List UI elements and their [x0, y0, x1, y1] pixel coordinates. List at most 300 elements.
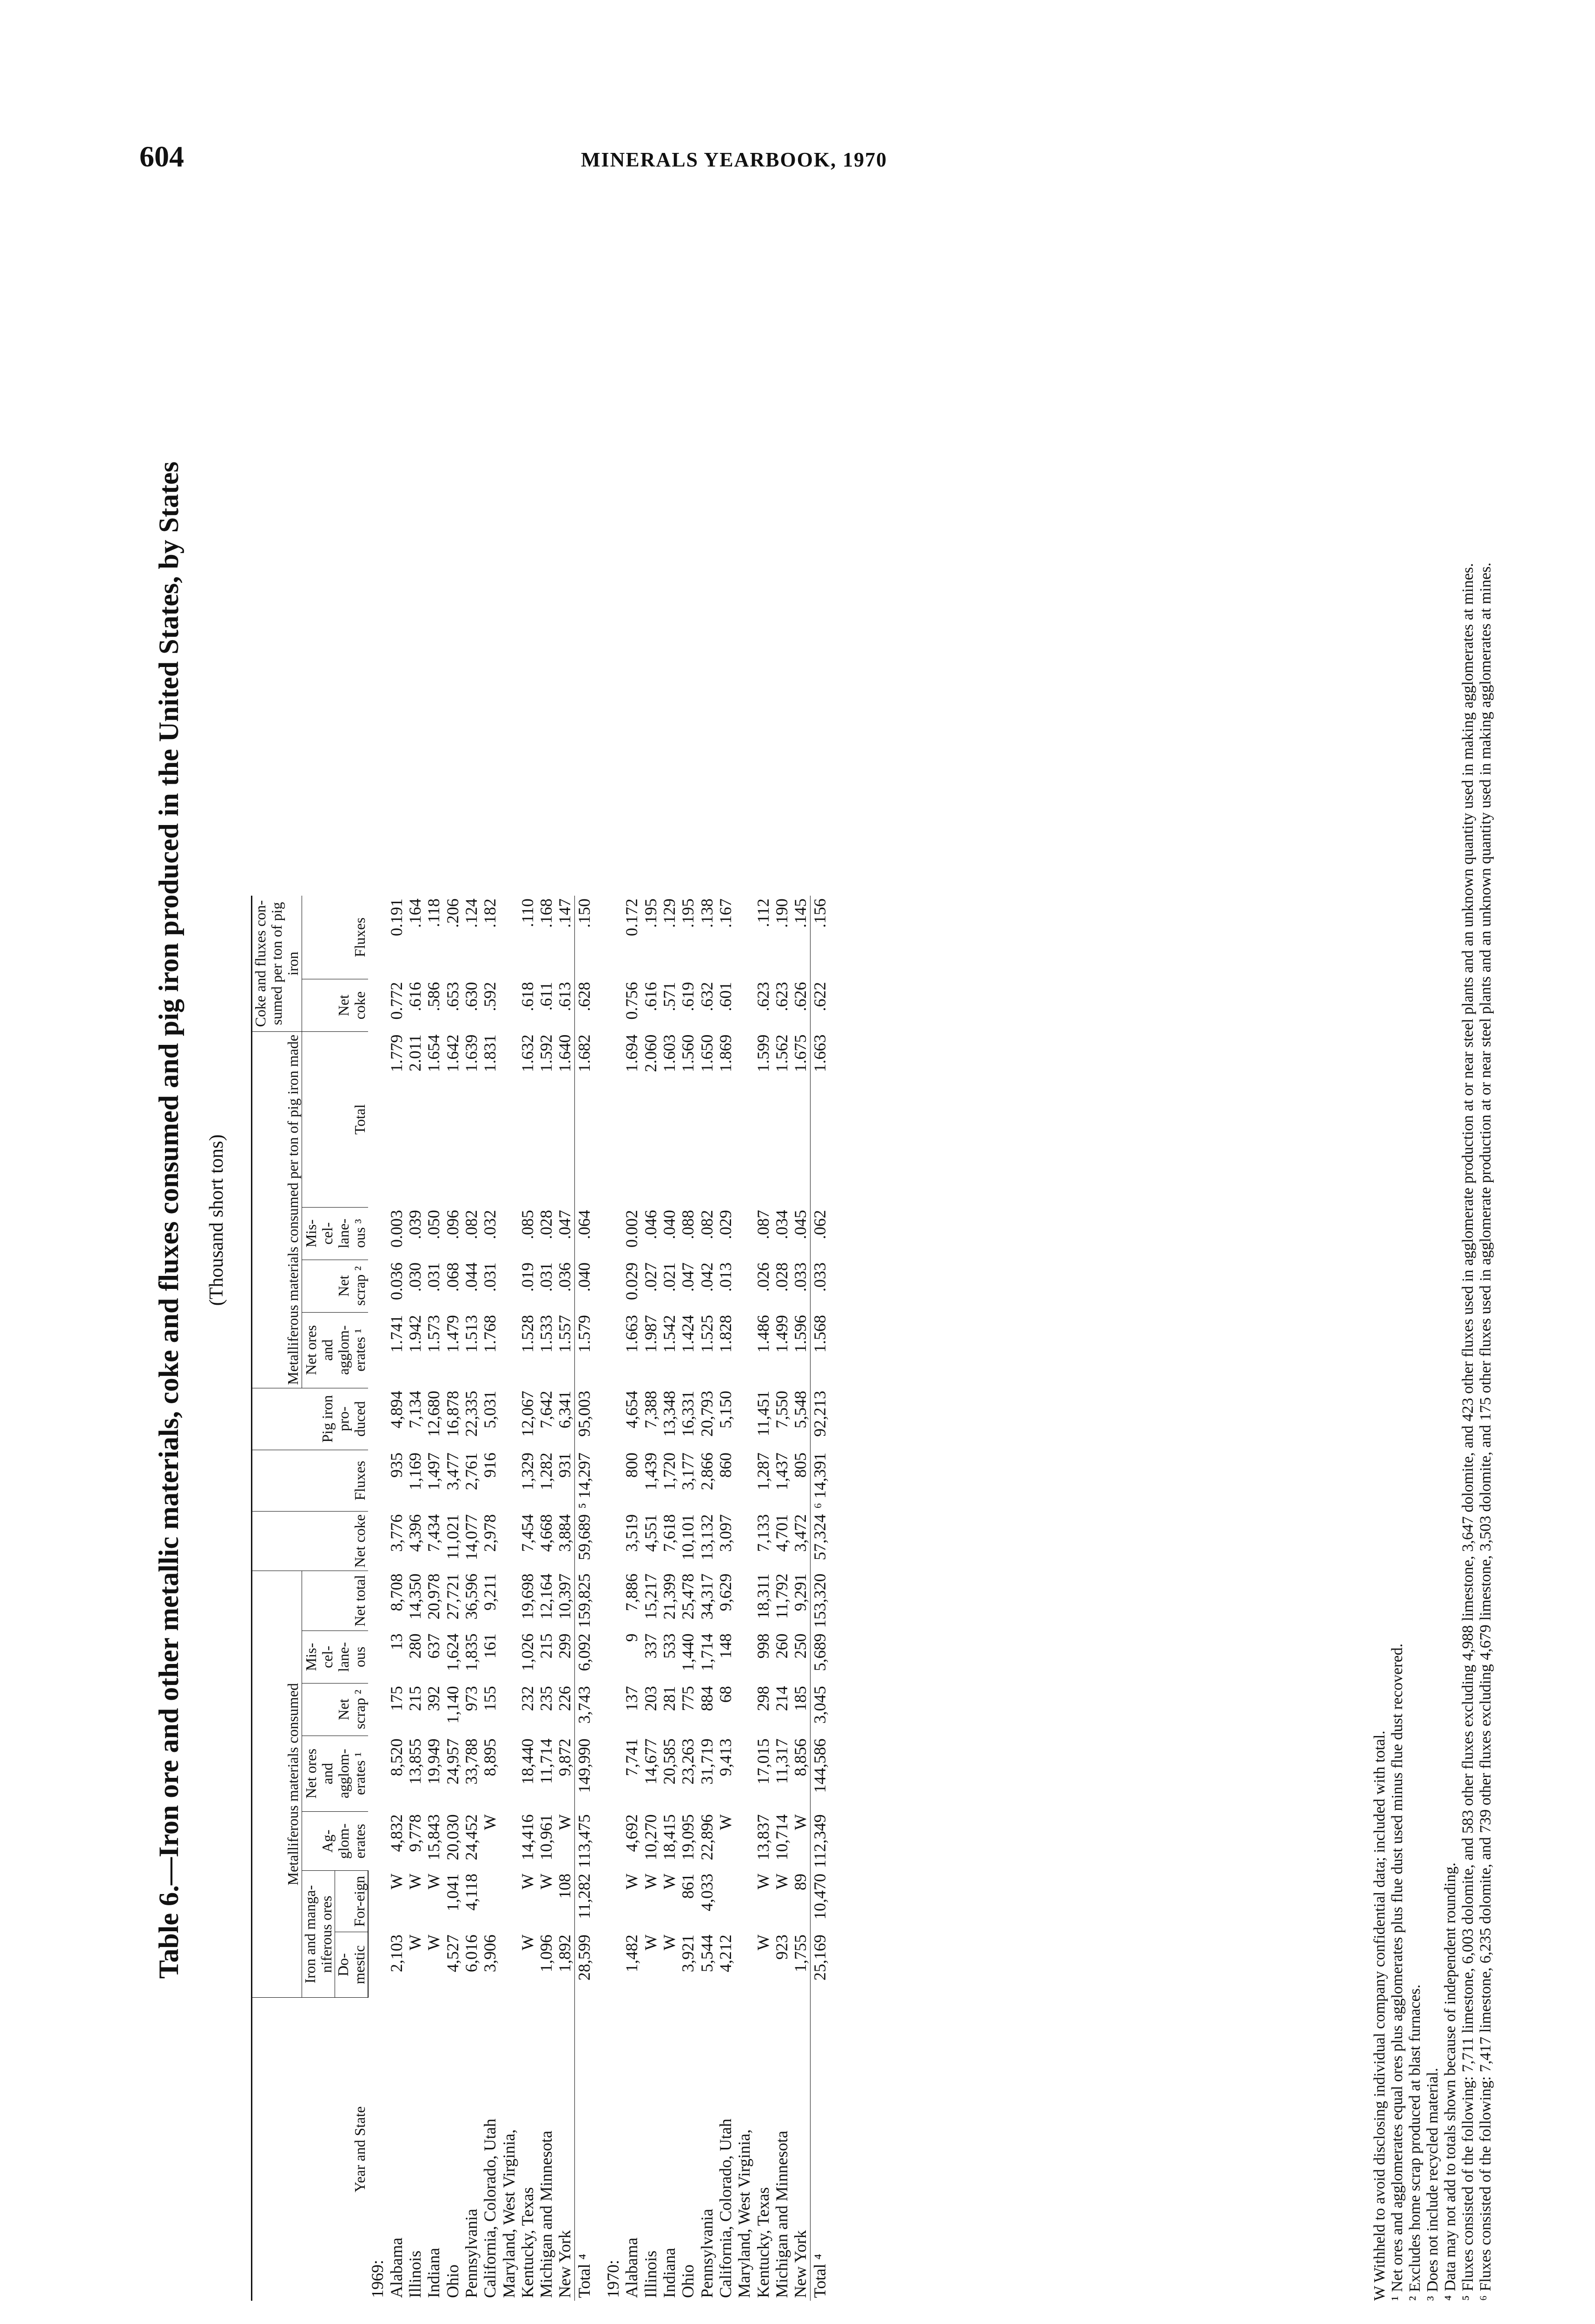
- state-cell: Maryland, West Virginia,: [499, 2129, 518, 2298]
- value-cell: .164: [405, 898, 424, 928]
- value-cell: 1.694: [622, 1034, 641, 1072]
- value-cell: .118: [424, 898, 443, 927]
- value-cell: 7,886: [622, 1573, 641, 1611]
- value-cell: 1,835: [461, 1633, 481, 1671]
- value-cell: 298: [753, 1686, 772, 1711]
- value-cell: .047: [555, 1210, 574, 1240]
- table-subcaption: (Thousand short tons): [206, 1134, 227, 1306]
- value-cell: 34,317: [697, 1573, 716, 1620]
- value-cell: 10,961: [537, 1814, 556, 1861]
- value-cell: 5,548: [791, 1391, 810, 1429]
- value-cell: 1.568: [810, 1312, 829, 1388]
- value-cell: 3,177: [679, 1452, 698, 1491]
- value-cell: 1,720: [660, 1452, 679, 1491]
- value-cell: 860: [716, 1452, 735, 1478]
- value-cell: .082: [697, 1210, 716, 1240]
- value-cell: 4,396: [405, 1514, 424, 1552]
- value-cell: 1.557: [555, 1315, 574, 1353]
- value-cell: .036: [555, 1262, 574, 1292]
- value-cell: 153,320: [810, 1571, 829, 1631]
- value-cell: 1.741: [387, 1315, 406, 1353]
- footnote: ⁶ Fluxes consisted of the following: 7,417 limestone, 6,235 dolomite, and 739 other fluxes excluding 4,679 limestone, 3,503 dolomite, and 175 other fluxes used in agglomerate production at or near steel plants and an unknown quantity used in making agglomerates at mines.: [1477, 562, 1495, 2301]
- value-cell: 4,551: [641, 1514, 660, 1552]
- state-cell: Indiana: [660, 2248, 679, 2298]
- header-per-ton-group: Metalliferous materials consumed per ton of pig iron made: [252, 1032, 302, 1388]
- value-cell: 10,397: [555, 1573, 574, 1620]
- value-cell: .085: [518, 1210, 537, 1240]
- value-cell: 14,416: [518, 1814, 537, 1861]
- value-cell: 1.560: [679, 1034, 698, 1072]
- value-cell: 18,440: [518, 1738, 537, 1785]
- value-cell: 15,843: [424, 1814, 443, 1861]
- value-cell: 3,477: [443, 1452, 462, 1491]
- value-cell: 4,894: [387, 1391, 406, 1429]
- table-row: [698, 896, 716, 2301]
- footnotes: [1371, 139, 1495, 2301]
- value-cell: 0.029: [622, 1262, 641, 1301]
- value-cell: 1.831: [481, 1034, 500, 1072]
- value-cell: 931: [555, 1452, 574, 1478]
- value-cell: .096: [443, 1210, 462, 1240]
- value-cell: 3,097: [716, 1514, 735, 1552]
- value-cell: 973: [461, 1686, 481, 1711]
- value-cell: 1.533: [537, 1315, 556, 1353]
- value-cell: [500, 1260, 518, 1312]
- value-cell: 4,701: [772, 1514, 791, 1552]
- value-cell: .112: [753, 898, 772, 927]
- header-net-ores: Net ores and agglom-erates ¹: [302, 1736, 368, 1811]
- value-cell: .145: [791, 898, 810, 928]
- value-cell: 9,413: [716, 1738, 735, 1776]
- value-cell: 392: [424, 1686, 443, 1711]
- value-cell: [500, 1631, 518, 1683]
- header-ck-net-coke: Net coke: [302, 979, 368, 1032]
- year-label-1969: 1969:: [368, 2259, 387, 2298]
- value-cell: 214: [772, 1686, 791, 1711]
- value-cell: 89: [791, 1874, 810, 1890]
- value-cell: 260: [772, 1633, 791, 1659]
- value-cell: 144,586: [810, 1736, 829, 1811]
- value-cell: .611: [537, 982, 556, 1011]
- value-cell: 1,041: [443, 1874, 462, 1911]
- value-cell: 7,388: [641, 1391, 660, 1429]
- value-cell: .150: [574, 896, 593, 979]
- state-cell: Ohio: [443, 2265, 462, 2298]
- value-cell: .138: [697, 898, 716, 928]
- value-cell: 9,629: [716, 1573, 735, 1611]
- value-cell: 1.642: [443, 1034, 462, 1072]
- value-cell: 1.768: [481, 1315, 500, 1353]
- value-cell: 0.756: [622, 982, 641, 1020]
- value-cell: 1.640: [555, 1034, 574, 1072]
- value-cell: 25,169: [810, 1932, 829, 1998]
- value-cell: 20,585: [660, 1738, 679, 1785]
- value-cell: 1,497: [424, 1452, 443, 1491]
- value-cell: 7,133: [753, 1514, 772, 1552]
- value-cell: .622: [810, 979, 829, 1032]
- value-cell: .031: [537, 1262, 556, 1292]
- value-cell: 14,677: [641, 1738, 660, 1785]
- value-cell: [735, 1683, 753, 1736]
- value-cell: 1.650: [697, 1034, 716, 1072]
- value-cell: 112,349: [810, 1811, 829, 1871]
- value-cell: 57,324: [810, 1512, 829, 1571]
- value-cell: .630: [461, 982, 481, 1011]
- table-row: [660, 896, 679, 2301]
- value-cell: .021: [660, 1262, 679, 1292]
- value-cell: 12,067: [518, 1391, 537, 1437]
- value-cell: 215: [537, 1633, 556, 1659]
- value-cell: 1.639: [461, 1034, 481, 1072]
- value-cell: W: [660, 1874, 679, 1889]
- value-cell: .040: [660, 1210, 679, 1240]
- state-cell: Kentucky, Texas: [518, 2187, 537, 2298]
- value-cell: .632: [697, 982, 716, 1011]
- value-cell: 935: [387, 1452, 406, 1478]
- value-cell: [500, 1032, 518, 1208]
- value-cell: [500, 896, 518, 979]
- value-cell: .613: [555, 982, 574, 1011]
- value-cell: .028: [537, 1210, 556, 1240]
- value-cell: 11,792: [772, 1573, 791, 1619]
- value-cell: 11,451: [753, 1391, 772, 1436]
- state-cell: Illinois: [405, 2250, 424, 2298]
- value-cell: .616: [641, 982, 660, 1011]
- value-cell: .082: [461, 1210, 481, 1240]
- value-cell: 20,030: [443, 1814, 462, 1861]
- value-cell: 17,015: [753, 1738, 772, 1785]
- value-cell: 113,475: [574, 1811, 593, 1871]
- value-cell: .062: [810, 1207, 829, 1260]
- table-row: [679, 896, 697, 2301]
- value-cell: W: [791, 1814, 810, 1830]
- value-cell: 4,654: [622, 1391, 641, 1429]
- value-cell: 7,134: [405, 1391, 424, 1429]
- value-cell: 3,045: [810, 1683, 829, 1736]
- value-cell: 923: [772, 1934, 791, 1960]
- value-cell: W: [555, 1814, 574, 1830]
- value-cell: W: [622, 1874, 641, 1889]
- value-cell: 775: [679, 1686, 698, 1711]
- header-pt-net-ores: Net ores and agglom-erates ¹: [302, 1312, 368, 1388]
- value-cell: .195: [679, 898, 698, 928]
- value-cell: 226: [555, 1686, 574, 1711]
- value-cell: 1.682: [574, 1032, 593, 1208]
- value-cell: 884: [697, 1686, 716, 1711]
- value-cell: .190: [772, 898, 791, 928]
- value-cell: [735, 1260, 753, 1312]
- value-cell: 8,520: [387, 1738, 406, 1776]
- value-cell: [735, 896, 753, 979]
- value-cell: [735, 1388, 753, 1450]
- value-cell: 12,680: [424, 1391, 443, 1437]
- value-cell: 185: [791, 1686, 810, 1711]
- value-cell: W: [424, 1874, 443, 1889]
- value-cell: 1.424: [679, 1315, 698, 1353]
- data-table: [251, 896, 829, 2301]
- value-cell: 1,440: [679, 1633, 698, 1671]
- value-cell: 1.573: [424, 1315, 443, 1353]
- value-cell: W: [641, 1934, 660, 1951]
- value-cell: 1.663: [810, 1032, 829, 1208]
- table-row: [443, 896, 462, 2301]
- value-cell: 0.172: [622, 898, 641, 937]
- value-cell: [500, 1932, 518, 1998]
- value-cell: .034: [772, 1210, 791, 1240]
- value-cell: 22,896: [697, 1814, 716, 1861]
- value-cell: 159,825: [574, 1571, 593, 1631]
- value-cell: 3,519: [622, 1514, 641, 1552]
- table-row: [622, 896, 641, 2301]
- value-cell: 23,263: [679, 1738, 698, 1785]
- value-cell: .028: [772, 1262, 791, 1292]
- value-cell: 1,714: [697, 1633, 716, 1671]
- value-cell: 11,714: [537, 1738, 556, 1784]
- value-cell: [500, 1207, 518, 1260]
- page-number: 604: [139, 140, 184, 173]
- value-cell: [735, 1032, 753, 1208]
- value-cell: 4,033: [697, 1874, 716, 1911]
- header-metalliferous-consumed: Metalliferous materials consumed: [252, 1571, 302, 1998]
- state-cell: Total ⁴: [574, 1998, 593, 2301]
- value-cell: 1.528: [518, 1315, 537, 1353]
- value-cell: .019: [518, 1262, 537, 1292]
- value-cell: 149,990: [574, 1736, 593, 1811]
- value-cell: 137: [622, 1686, 641, 1711]
- value-cell: [481, 1871, 499, 1932]
- value-cell: 1.592: [537, 1034, 556, 1072]
- footnote: ² Excludes home scrap produced at blast furnaces.: [1406, 1984, 1424, 2301]
- value-cell: 5,150: [716, 1391, 735, 1429]
- value-cell: .033: [791, 1262, 810, 1292]
- value-cell: 916: [481, 1452, 500, 1478]
- value-cell: .027: [641, 1262, 660, 1292]
- value-cell: W: [641, 1874, 660, 1889]
- value-cell: .045: [791, 1210, 810, 1240]
- state-cell: Pennsylvania: [461, 2209, 481, 2298]
- value-cell: 59,689: [574, 1512, 593, 1571]
- value-cell: W: [772, 1874, 791, 1889]
- value-cell: .033: [810, 1260, 829, 1312]
- value-cell: [735, 1871, 753, 1932]
- value-cell: 22,335: [461, 1391, 481, 1437]
- header-year-state: Year and State: [252, 1998, 369, 2301]
- value-cell: 1,437: [772, 1452, 791, 1491]
- value-cell: [735, 1571, 753, 1631]
- value-cell: 18,311: [753, 1573, 772, 1619]
- value-cell: 13,837: [753, 1814, 772, 1861]
- value-cell: 0.002: [622, 1210, 641, 1248]
- value-cell: 337: [641, 1633, 660, 1659]
- value-cell: .064: [574, 1207, 593, 1260]
- value-cell: 1.869: [716, 1034, 735, 1072]
- value-cell: 11,317: [772, 1738, 791, 1784]
- value-cell: 1,169: [405, 1452, 424, 1491]
- value-cell: [735, 1207, 753, 1260]
- value-cell: 1.654: [424, 1034, 443, 1072]
- value-cell: 9,778: [405, 1814, 424, 1852]
- value-cell: [500, 979, 518, 1032]
- header-domestic: Do-mestic: [335, 1932, 368, 1998]
- footnote: ¹ Net ores and agglomerates equal ores plus agglomerates plus flue dust used minus flue dust recovered.: [1389, 1643, 1406, 2301]
- state-cell: Alabama: [622, 2238, 641, 2298]
- value-cell: [735, 1312, 753, 1388]
- header-net-scrap: Net scrap ²: [302, 1683, 368, 1736]
- value-cell: .044: [461, 1262, 481, 1292]
- value-cell: 7,454: [518, 1514, 537, 1552]
- value-cell: 4,692: [622, 1814, 641, 1852]
- value-cell: 95,003: [574, 1388, 593, 1450]
- header-net-coke: Net coke: [252, 1512, 369, 1571]
- table-row: [791, 896, 810, 2301]
- value-cell: .029: [716, 1210, 735, 1240]
- value-cell: 800: [622, 1452, 641, 1478]
- value-cell: 1.596: [791, 1315, 810, 1353]
- value-cell: .129: [660, 898, 679, 928]
- value-cell: W: [424, 1934, 443, 1951]
- table-row: [481, 896, 499, 2301]
- value-cell: [735, 1450, 753, 1512]
- value-cell: [716, 1871, 735, 1932]
- header-pt-net-scrap: Net scrap ²: [302, 1260, 368, 1312]
- value-cell: 8,856: [791, 1738, 810, 1776]
- value-cell: .195: [641, 898, 660, 928]
- value-cell: 10,470: [810, 1871, 829, 1932]
- table-row: [387, 896, 406, 2301]
- header-pt-total: Total: [302, 1032, 368, 1208]
- value-cell: .619: [679, 982, 698, 1011]
- total-row: [810, 896, 829, 2301]
- value-cell: 3,472: [791, 1514, 810, 1552]
- table-row: [500, 896, 518, 2301]
- table-body-1970: [593, 896, 829, 2301]
- year-label-1970: 1970:: [604, 2259, 623, 2298]
- value-cell: [500, 1450, 518, 1512]
- value-cell: 14,350: [405, 1573, 424, 1620]
- value-cell: 1,096: [537, 1934, 556, 1973]
- value-cell: .042: [697, 1262, 716, 1292]
- table-row: [537, 896, 555, 2301]
- value-cell: 11,282: [574, 1871, 593, 1932]
- header-coke-fluxes-group: Coke and fluxes con-sumed per ton of pig iron: [252, 896, 302, 1032]
- value-cell: 21,399: [660, 1573, 679, 1620]
- value-cell: .586: [424, 982, 443, 1011]
- value-cell: .206: [443, 898, 462, 928]
- header-agglomerates: Ag-glom-erates: [302, 1811, 368, 1871]
- value-cell: 0.036: [387, 1262, 406, 1301]
- value-cell: 1,439: [641, 1452, 660, 1491]
- value-cell: 155: [481, 1686, 500, 1711]
- value-cell: 3,884: [555, 1514, 574, 1552]
- table-row: [406, 896, 424, 2301]
- value-cell: 6,092: [574, 1631, 593, 1683]
- value-cell: 9,211: [481, 1573, 500, 1611]
- value-cell: 7,618: [660, 1514, 679, 1552]
- value-cell: ⁵ 14,297: [574, 1450, 593, 1512]
- value-cell: [735, 1811, 753, 1871]
- value-cell: 33,788: [461, 1738, 481, 1785]
- value-cell: .147: [555, 898, 574, 928]
- value-cell: 16,878: [443, 1391, 462, 1437]
- value-cell: W: [660, 1934, 679, 1951]
- value-cell: 7,434: [424, 1514, 443, 1552]
- value-cell: .623: [772, 982, 791, 1011]
- value-cell: [735, 1631, 753, 1683]
- value-cell: W: [716, 1814, 735, 1830]
- value-cell: .156: [810, 896, 829, 979]
- value-cell: 9,291: [791, 1573, 810, 1611]
- table-row: [462, 896, 481, 2301]
- value-cell: 10,270: [641, 1814, 660, 1861]
- value-cell: 3,743: [574, 1683, 593, 1736]
- value-cell: 7,550: [772, 1391, 791, 1429]
- value-cell: 4,668: [537, 1514, 556, 1552]
- value-cell: 19,949: [424, 1738, 443, 1785]
- value-cell: .026: [753, 1262, 772, 1292]
- value-cell: 235: [537, 1686, 556, 1711]
- value-cell: ⁶ 14,391: [810, 1450, 829, 1512]
- state-cell: New York: [555, 2230, 574, 2298]
- value-cell: 1.675: [791, 1034, 810, 1072]
- value-cell: .618: [518, 982, 537, 1011]
- value-cell: 1.542: [660, 1315, 679, 1353]
- header-misc: Mis-cel-lane-ous: [302, 1631, 368, 1683]
- value-cell: .046: [641, 1210, 660, 1240]
- value-cell: 1.479: [443, 1315, 462, 1353]
- running-head: MINERALS YEARBOOK, 1970: [581, 148, 888, 171]
- value-cell: 1.525: [697, 1315, 716, 1353]
- value-cell: 1,282: [537, 1452, 556, 1491]
- value-cell: .592: [481, 982, 500, 1011]
- value-cell: [500, 1736, 518, 1811]
- value-cell: 2,866: [697, 1452, 716, 1491]
- value-cell: 13,348: [660, 1391, 679, 1437]
- value-cell: 1,755: [791, 1934, 810, 1973]
- value-cell: 31,719: [697, 1738, 716, 1785]
- value-cell: .087: [753, 1210, 772, 1240]
- value-cell: 4,527: [443, 1934, 462, 1973]
- value-cell: 1.987: [641, 1315, 660, 1353]
- value-cell: 28,599: [574, 1932, 593, 1998]
- value-cell: 4,118: [461, 1874, 481, 1911]
- value-cell: 4,832: [387, 1814, 406, 1852]
- value-cell: .601: [716, 982, 735, 1011]
- value-cell: 1,329: [518, 1452, 537, 1491]
- value-cell: [735, 1932, 753, 1998]
- value-cell: 1,482: [622, 1934, 641, 1973]
- value-cell: .050: [424, 1210, 443, 1240]
- value-cell: .088: [679, 1210, 698, 1240]
- value-cell: W: [753, 1874, 772, 1889]
- value-cell: [500, 1683, 518, 1736]
- state-cell: Kentucky, Texas: [753, 2187, 772, 2298]
- value-cell: 8,708: [387, 1573, 406, 1611]
- header-net-total: Net total: [302, 1571, 368, 1631]
- header-foreign: For-eign: [335, 1871, 368, 1932]
- value-cell: 13,855: [405, 1738, 424, 1785]
- rotated-table-block: [153, 139, 1538, 2301]
- state-cell: Alabama: [387, 2238, 406, 2298]
- value-cell: 637: [424, 1633, 443, 1659]
- value-cell: 805: [791, 1452, 810, 1478]
- table-row: [735, 896, 753, 2301]
- value-cell: 7,642: [537, 1391, 556, 1429]
- value-cell: 1,892: [555, 1934, 574, 1973]
- value-cell: [500, 1811, 518, 1871]
- value-cell: 281: [660, 1686, 679, 1711]
- value-cell: 16,331: [679, 1391, 698, 1437]
- value-cell: 20,793: [697, 1391, 716, 1437]
